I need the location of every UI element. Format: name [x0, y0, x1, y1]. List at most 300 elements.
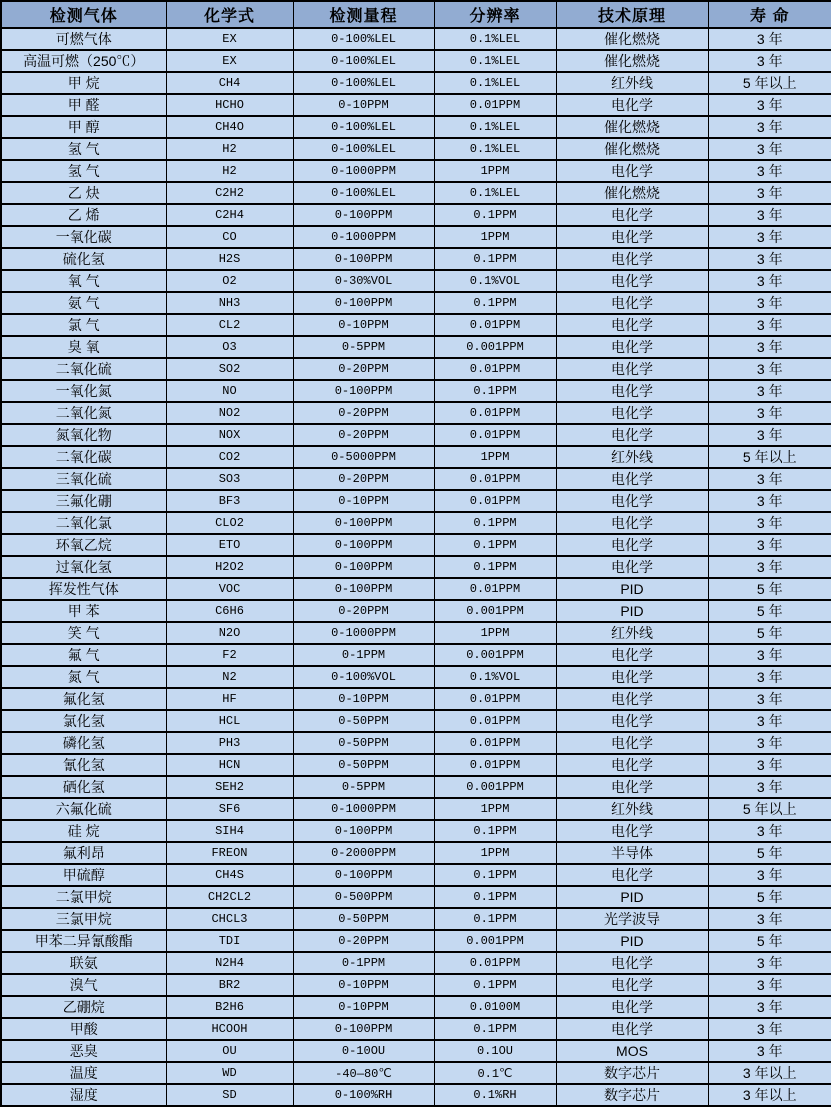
- table-row: [1, 1062, 831, 1084]
- cell-principle: 电化学: [556, 248, 708, 270]
- cell-lifespan: 3 年: [708, 50, 831, 72]
- table-row: [1, 600, 831, 622]
- cell-formula: HCL: [166, 710, 293, 732]
- cell-formula: B2H6: [166, 996, 293, 1018]
- cell-lifespan: 3 年: [708, 710, 831, 732]
- cell-lifespan: 3 年: [708, 820, 831, 842]
- table-row: [1, 248, 831, 270]
- cell-formula: WD: [166, 1062, 293, 1084]
- cell-range: 0-50PPM: [293, 908, 434, 930]
- cell-resolution: 0.01PPM: [434, 952, 556, 974]
- cell-gas: 挥发性气体: [1, 578, 166, 600]
- cell-range: 0-20PPM: [293, 358, 434, 380]
- cell-range: 0-10PPM: [293, 94, 434, 116]
- table-row: [1, 644, 831, 666]
- cell-resolution: 0.001PPM: [434, 776, 556, 798]
- cell-principle: 电化学: [556, 820, 708, 842]
- cell-formula: EX: [166, 28, 293, 50]
- cell-gas: 二氧化碳: [1, 446, 166, 468]
- cell-formula: HCOOH: [166, 1018, 293, 1040]
- cell-resolution: 0.1%LEL: [434, 116, 556, 138]
- table-row: [1, 534, 831, 556]
- table-row: [1, 270, 831, 292]
- header-row: [1, 1, 831, 28]
- cell-principle: 电化学: [556, 754, 708, 776]
- cell-gas: 氯 气: [1, 314, 166, 336]
- cell-lifespan: 3 年: [708, 1018, 831, 1040]
- cell-principle: 电化学: [556, 490, 708, 512]
- cell-gas: 恶臭: [1, 1040, 166, 1062]
- cell-lifespan: 3 年: [708, 996, 831, 1018]
- cell-resolution: 0.1PPM: [434, 886, 556, 908]
- cell-formula: O2: [166, 270, 293, 292]
- cell-resolution: 0.001PPM: [434, 336, 556, 358]
- cell-principle: 催化燃烧: [556, 28, 708, 50]
- cell-formula: H2: [166, 138, 293, 160]
- cell-principle: MOS: [556, 1040, 708, 1062]
- cell-lifespan: 3 年: [708, 908, 831, 930]
- cell-lifespan: 3 年: [708, 512, 831, 534]
- cell-formula: BF3: [166, 490, 293, 512]
- cell-formula: TDI: [166, 930, 293, 952]
- cell-formula: CL2: [166, 314, 293, 336]
- cell-lifespan: 3 年: [708, 534, 831, 556]
- cell-principle: 红外线: [556, 622, 708, 644]
- cell-principle: 电化学: [556, 952, 708, 974]
- header-formula: 化学式: [166, 1, 293, 28]
- cell-gas: 二氧化硫: [1, 358, 166, 380]
- cell-gas: 甲硫醇: [1, 864, 166, 886]
- cell-principle: PID: [556, 600, 708, 622]
- cell-formula: N2: [166, 666, 293, 688]
- cell-lifespan: 3 年: [708, 468, 831, 490]
- cell-gas: 甲 醇: [1, 116, 166, 138]
- cell-range: 0-10PPM: [293, 974, 434, 996]
- cell-resolution: 0.01PPM: [434, 754, 556, 776]
- table-row: [1, 468, 831, 490]
- cell-lifespan: 5 年以上: [708, 72, 831, 94]
- cell-principle: 光学波导: [556, 908, 708, 930]
- cell-range: 0-5PPM: [293, 336, 434, 358]
- cell-gas: 笑 气: [1, 622, 166, 644]
- cell-resolution: 0.0100M: [434, 996, 556, 1018]
- cell-range: 0-20PPM: [293, 402, 434, 424]
- cell-gas: 一氧化氮: [1, 380, 166, 402]
- cell-lifespan: 5 年以上: [708, 446, 831, 468]
- cell-resolution: 0.1%VOL: [434, 270, 556, 292]
- cell-lifespan: 5 年: [708, 600, 831, 622]
- cell-principle: 电化学: [556, 358, 708, 380]
- cell-range: 0-5000PPM: [293, 446, 434, 468]
- cell-range: 0-1PPM: [293, 644, 434, 666]
- cell-lifespan: 3 年: [708, 314, 831, 336]
- cell-gas: 二氧化氯: [1, 512, 166, 534]
- cell-range: 0-100PPM: [293, 292, 434, 314]
- table-row: [1, 380, 831, 402]
- cell-principle: 电化学: [556, 1018, 708, 1040]
- cell-principle: 电化学: [556, 314, 708, 336]
- cell-lifespan: 3 年: [708, 380, 831, 402]
- cell-gas: 硅 烷: [1, 820, 166, 842]
- table-row: [1, 336, 831, 358]
- table-row: [1, 204, 831, 226]
- table-row: [1, 622, 831, 644]
- cell-lifespan: 3 年: [708, 248, 831, 270]
- cell-gas: 三氯甲烷: [1, 908, 166, 930]
- cell-formula: NO: [166, 380, 293, 402]
- cell-range: 0-2000PPM: [293, 842, 434, 864]
- cell-range: 0-100PPM: [293, 248, 434, 270]
- table-row: [1, 446, 831, 468]
- cell-formula: O3: [166, 336, 293, 358]
- cell-formula: HCN: [166, 754, 293, 776]
- cell-lifespan: 3 年: [708, 864, 831, 886]
- cell-formula: EX: [166, 50, 293, 72]
- cell-gas: 氢 气: [1, 160, 166, 182]
- cell-formula: SEH2: [166, 776, 293, 798]
- cell-range: 0-100PPM: [293, 380, 434, 402]
- cell-principle: 红外线: [556, 798, 708, 820]
- table-row: [1, 1018, 831, 1040]
- table-row: [1, 952, 831, 974]
- cell-principle: PID: [556, 886, 708, 908]
- table-row: [1, 556, 831, 578]
- cell-range: 0-100%RH: [293, 1084, 434, 1106]
- cell-principle: 催化燃烧: [556, 138, 708, 160]
- cell-resolution: 0.01PPM: [434, 578, 556, 600]
- table-row: [1, 424, 831, 446]
- table-row: [1, 996, 831, 1018]
- cell-resolution: 1PPM: [434, 160, 556, 182]
- cell-formula: C2H4: [166, 204, 293, 226]
- table-row: [1, 842, 831, 864]
- cell-formula: SD: [166, 1084, 293, 1106]
- cell-formula: H2O2: [166, 556, 293, 578]
- cell-range: 0-100PPM: [293, 204, 434, 226]
- table-row: [1, 908, 831, 930]
- cell-gas: 氯化氢: [1, 710, 166, 732]
- cell-lifespan: 3 年: [708, 402, 831, 424]
- cell-principle: 电化学: [556, 160, 708, 182]
- cell-gas: 可燃气体: [1, 28, 166, 50]
- cell-gas: 甲 醛: [1, 94, 166, 116]
- cell-resolution: 0.1PPM: [434, 534, 556, 556]
- cell-resolution: 0.1%LEL: [434, 138, 556, 160]
- cell-formula: C6H6: [166, 600, 293, 622]
- cell-range: 0-100%LEL: [293, 182, 434, 204]
- cell-formula: NH3: [166, 292, 293, 314]
- cell-lifespan: 3 年: [708, 666, 831, 688]
- cell-resolution: 0.001PPM: [434, 644, 556, 666]
- cell-lifespan: 3 年: [708, 336, 831, 358]
- cell-lifespan: 3 年: [708, 358, 831, 380]
- cell-formula: C2H2: [166, 182, 293, 204]
- table-body: [1, 28, 831, 1106]
- cell-formula: CO: [166, 226, 293, 248]
- cell-principle: 电化学: [556, 534, 708, 556]
- cell-lifespan: 3 年: [708, 204, 831, 226]
- cell-principle: PID: [556, 578, 708, 600]
- table-row: [1, 182, 831, 204]
- cell-lifespan: 3 年: [708, 182, 831, 204]
- cell-range: 0-1000PPM: [293, 622, 434, 644]
- cell-gas: 过氧化氢: [1, 556, 166, 578]
- cell-range: 0-100PPM: [293, 864, 434, 886]
- cell-range: 0-50PPM: [293, 732, 434, 754]
- cell-resolution: 0.01PPM: [434, 688, 556, 710]
- cell-principle: 电化学: [556, 864, 708, 886]
- cell-formula: OU: [166, 1040, 293, 1062]
- cell-range: 0-20PPM: [293, 424, 434, 446]
- cell-lifespan: 3 年: [708, 974, 831, 996]
- table-row: [1, 116, 831, 138]
- cell-lifespan: 3 年: [708, 226, 831, 248]
- cell-resolution: 0.1PPM: [434, 820, 556, 842]
- cell-resolution: 0.01PPM: [434, 94, 556, 116]
- cell-resolution: 0.1℃: [434, 1062, 556, 1084]
- cell-formula: CO2: [166, 446, 293, 468]
- cell-lifespan: 3 年: [708, 556, 831, 578]
- cell-resolution: 0.1PPM: [434, 974, 556, 996]
- cell-range: 0-1PPM: [293, 952, 434, 974]
- cell-range: 0-100PPM: [293, 534, 434, 556]
- cell-gas: 氮 气: [1, 666, 166, 688]
- header-principle: 技术原理: [556, 1, 708, 28]
- cell-lifespan: 3 年: [708, 292, 831, 314]
- cell-gas: 臭 氧: [1, 336, 166, 358]
- cell-gas: 三氧化硫: [1, 468, 166, 490]
- table-row: [1, 974, 831, 996]
- table-row: [1, 798, 831, 820]
- cell-lifespan: 3 年: [708, 776, 831, 798]
- cell-lifespan: 3 年: [708, 138, 831, 160]
- table-row: [1, 754, 831, 776]
- cell-resolution: 0.1OU: [434, 1040, 556, 1062]
- cell-resolution: 0.1%VOL: [434, 666, 556, 688]
- cell-principle: 电化学: [556, 776, 708, 798]
- cell-formula: HF: [166, 688, 293, 710]
- cell-range: 0-100%LEL: [293, 138, 434, 160]
- cell-range: 0-1000PPM: [293, 226, 434, 248]
- cell-principle: 红外线: [556, 446, 708, 468]
- cell-gas: 联氨: [1, 952, 166, 974]
- cell-principle: 电化学: [556, 226, 708, 248]
- cell-principle: 催化燃烧: [556, 182, 708, 204]
- table-row: [1, 138, 831, 160]
- cell-formula: BR2: [166, 974, 293, 996]
- cell-gas: 湿度: [1, 1084, 166, 1106]
- cell-lifespan: 3 年: [708, 688, 831, 710]
- cell-resolution: 0.1%LEL: [434, 28, 556, 50]
- cell-resolution: 0.1PPM: [434, 248, 556, 270]
- cell-principle: 电化学: [556, 644, 708, 666]
- cell-principle: 电化学: [556, 556, 708, 578]
- cell-lifespan: 5 年: [708, 886, 831, 908]
- cell-resolution: 0.1PPM: [434, 1018, 556, 1040]
- cell-resolution: 0.1PPM: [434, 292, 556, 314]
- cell-gas: 硫化氢: [1, 248, 166, 270]
- cell-gas: 磷化氢: [1, 732, 166, 754]
- cell-range: 0-1000PPM: [293, 160, 434, 182]
- table-row: [1, 886, 831, 908]
- cell-gas: 氟 气: [1, 644, 166, 666]
- cell-principle: 电化学: [556, 204, 708, 226]
- cell-lifespan: 5 年: [708, 578, 831, 600]
- table-row: [1, 160, 831, 182]
- cell-range: 0-50PPM: [293, 710, 434, 732]
- cell-gas: 甲 烷: [1, 72, 166, 94]
- cell-range: 0-10PPM: [293, 314, 434, 336]
- cell-principle: 电化学: [556, 732, 708, 754]
- cell-formula: CLO2: [166, 512, 293, 534]
- cell-principle: 电化学: [556, 270, 708, 292]
- cell-formula: CH4S: [166, 864, 293, 886]
- cell-gas: 氰化氢: [1, 754, 166, 776]
- cell-gas: 甲苯二异氰酸酯: [1, 930, 166, 952]
- cell-principle: 催化燃烧: [556, 50, 708, 72]
- cell-gas: 甲 苯: [1, 600, 166, 622]
- table-row: [1, 226, 831, 248]
- cell-lifespan: 3 年: [708, 160, 831, 182]
- cell-range: 0-10PPM: [293, 688, 434, 710]
- cell-range: 0-100%LEL: [293, 28, 434, 50]
- cell-range: 0-10OU: [293, 1040, 434, 1062]
- cell-lifespan: 3 年: [708, 732, 831, 754]
- cell-gas: 氟化氢: [1, 688, 166, 710]
- cell-range: 0-100PPM: [293, 820, 434, 842]
- table-row: [1, 688, 831, 710]
- cell-formula: VOC: [166, 578, 293, 600]
- cell-formula: H2S: [166, 248, 293, 270]
- cell-formula: SIH4: [166, 820, 293, 842]
- cell-range: 0-500PPM: [293, 886, 434, 908]
- table-row: [1, 292, 831, 314]
- cell-gas: 二氯甲烷: [1, 886, 166, 908]
- cell-lifespan: 3 年: [708, 644, 831, 666]
- cell-formula: CH4O: [166, 116, 293, 138]
- cell-resolution: 1PPM: [434, 842, 556, 864]
- table-row: [1, 314, 831, 336]
- cell-resolution: 0.1PPM: [434, 864, 556, 886]
- table-row: [1, 930, 831, 952]
- cell-range: -40—80℃: [293, 1062, 434, 1084]
- table-row: [1, 578, 831, 600]
- cell-range: 0-20PPM: [293, 600, 434, 622]
- cell-range: 0-1000PPM: [293, 798, 434, 820]
- cell-lifespan: 5 年: [708, 842, 831, 864]
- cell-resolution: 0.1%RH: [434, 1084, 556, 1106]
- cell-lifespan: 3 年: [708, 270, 831, 292]
- cell-resolution: 1PPM: [434, 446, 556, 468]
- cell-lifespan: 3 年: [708, 952, 831, 974]
- cell-range: 0-20PPM: [293, 930, 434, 952]
- cell-gas: 一氧化碳: [1, 226, 166, 248]
- cell-formula: CHCL3: [166, 908, 293, 930]
- cell-lifespan: 3 年以上: [708, 1062, 831, 1084]
- cell-resolution: 0.1%LEL: [434, 182, 556, 204]
- cell-resolution: 0.01PPM: [434, 402, 556, 424]
- cell-formula: H2: [166, 160, 293, 182]
- cell-lifespan: 3 年: [708, 94, 831, 116]
- cell-resolution: 0.001PPM: [434, 600, 556, 622]
- cell-range: 0-100%LEL: [293, 116, 434, 138]
- cell-principle: 电化学: [556, 666, 708, 688]
- cell-range: 0-100PPM: [293, 578, 434, 600]
- table-row: [1, 776, 831, 798]
- cell-principle: 数字芯片: [556, 1062, 708, 1084]
- cell-gas: 氮氧化物: [1, 424, 166, 446]
- table-row: [1, 28, 831, 50]
- cell-principle: 电化学: [556, 424, 708, 446]
- cell-gas: 乙 炔: [1, 182, 166, 204]
- cell-formula: NOX: [166, 424, 293, 446]
- header-resolution: 分辨率: [434, 1, 556, 28]
- cell-formula: N2H4: [166, 952, 293, 974]
- cell-resolution: 0.1%LEL: [434, 50, 556, 72]
- table-row: [1, 72, 831, 94]
- cell-resolution: 0.1%LEL: [434, 72, 556, 94]
- cell-formula: CH2CL2: [166, 886, 293, 908]
- table-row: [1, 820, 831, 842]
- cell-range: 0-100%LEL: [293, 72, 434, 94]
- table-row: [1, 710, 831, 732]
- cell-lifespan: 5 年: [708, 930, 831, 952]
- cell-principle: 催化燃烧: [556, 116, 708, 138]
- cell-resolution: 0.1PPM: [434, 380, 556, 402]
- cell-formula: NO2: [166, 402, 293, 424]
- cell-formula: ETO: [166, 534, 293, 556]
- cell-formula: PH3: [166, 732, 293, 754]
- table-row: [1, 358, 831, 380]
- cell-resolution: 1PPM: [434, 622, 556, 644]
- cell-gas: 二氧化氮: [1, 402, 166, 424]
- cell-principle: 电化学: [556, 380, 708, 402]
- cell-principle: 电化学: [556, 710, 708, 732]
- cell-resolution: 0.01PPM: [434, 358, 556, 380]
- cell-gas: 氧 气: [1, 270, 166, 292]
- table-row: [1, 402, 831, 424]
- cell-principle: 红外线: [556, 72, 708, 94]
- cell-range: 0-20PPM: [293, 468, 434, 490]
- cell-resolution: 0.01PPM: [434, 490, 556, 512]
- cell-formula: SO2: [166, 358, 293, 380]
- cell-principle: 电化学: [556, 996, 708, 1018]
- cell-range: 0-5PPM: [293, 776, 434, 798]
- header-lifespan: 寿 命: [708, 1, 831, 28]
- cell-gas: 氨 气: [1, 292, 166, 314]
- cell-formula: SO3: [166, 468, 293, 490]
- cell-gas: 环氧乙烷: [1, 534, 166, 556]
- cell-range: 0-10PPM: [293, 490, 434, 512]
- table-row: [1, 1040, 831, 1062]
- cell-principle: 电化学: [556, 336, 708, 358]
- cell-principle: 电化学: [556, 94, 708, 116]
- cell-formula: N2O: [166, 622, 293, 644]
- cell-range: 0-100PPM: [293, 1018, 434, 1040]
- table-row: [1, 50, 831, 72]
- cell-principle: 数字芯片: [556, 1084, 708, 1106]
- cell-lifespan: 3 年: [708, 1040, 831, 1062]
- cell-principle: 电化学: [556, 468, 708, 490]
- cell-range: 0-100PPM: [293, 556, 434, 578]
- cell-range: 0-50PPM: [293, 754, 434, 776]
- cell-gas: 高温可燃（250℃）: [1, 50, 166, 72]
- cell-range: 0-100%VOL: [293, 666, 434, 688]
- cell-gas: 氟利昂: [1, 842, 166, 864]
- cell-principle: PID: [556, 930, 708, 952]
- cell-resolution: 1PPM: [434, 226, 556, 248]
- table-header: [1, 1, 831, 28]
